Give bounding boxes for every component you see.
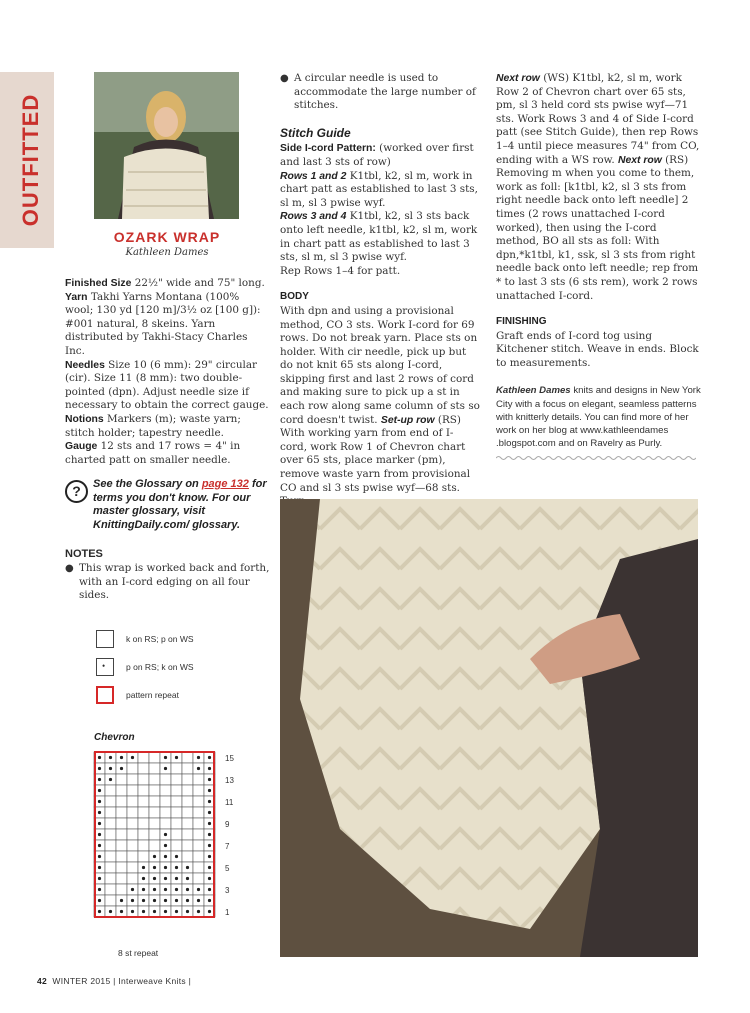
chart-cell (182, 829, 193, 840)
chart-row-label: 11 (225, 797, 234, 807)
purl-dot (153, 910, 156, 913)
purl-dot (186, 910, 189, 913)
chart-cell (160, 774, 171, 785)
purl-dot (164, 910, 167, 913)
purl-dot (120, 756, 123, 759)
chart-cell (160, 818, 171, 829)
purl-dot (208, 778, 211, 781)
chart-cell (116, 851, 127, 862)
purl-dot (208, 888, 211, 891)
purl-dot (175, 866, 178, 869)
chart-cell (105, 785, 116, 796)
purl-dot (98, 877, 101, 880)
purl-dot (208, 899, 211, 902)
chart-cell (171, 796, 182, 807)
chart-cell (138, 752, 149, 763)
purl-dot (131, 888, 134, 891)
purl-dot (98, 822, 101, 825)
body-heading: BODY (280, 291, 309, 303)
chevron-chart (90, 746, 240, 964)
bullet-icon: ● (65, 563, 74, 574)
chart-cell (116, 873, 127, 884)
chart-cell (105, 796, 116, 807)
chart-cell (105, 840, 116, 851)
chart-cell (182, 807, 193, 818)
chart-cell (105, 884, 116, 895)
purl-dot (98, 888, 101, 891)
chart-cell (116, 818, 127, 829)
purl-dot (164, 767, 167, 770)
purl-dot (109, 910, 112, 913)
chart-cell (171, 785, 182, 796)
chart-cell (138, 818, 149, 829)
purl-dot (153, 888, 156, 891)
legend-repeat-label: pattern repeat (126, 690, 179, 700)
instructions-column-3 (496, 72, 701, 450)
purl-dot (98, 811, 101, 814)
chart-cell (171, 774, 182, 785)
page-footer (37, 976, 191, 986)
chart-cell (116, 807, 127, 818)
chart-cell (182, 818, 193, 829)
purl-dot (98, 899, 101, 902)
purl-dot (142, 866, 145, 869)
chart-cell (149, 785, 160, 796)
chart-cell (160, 785, 171, 796)
glossary-text: See the Glossary on page 132 for terms you don't know. For our master glossary, visit KnittingDaily.com/ glossary. (93, 478, 267, 531)
spec-yarn: Yarn Takhi Yarns Montana (100% wool; 130 yd [120 m]/3½ oz [100 g]): #001 natural, 8 skeins. Yarn distributed by Takhi-Stacy Charles Inc. (65, 290, 261, 357)
purl-dot (208, 866, 211, 869)
purl-dot (186, 888, 189, 891)
purl-dot (98, 789, 101, 792)
purl-dot (208, 833, 211, 836)
purl-dot (175, 899, 178, 902)
purl-dot (186, 866, 189, 869)
chart-cell (105, 829, 116, 840)
legend-knit-label: k on RS; p on WS (126, 634, 194, 644)
finishing-instructions: Graft ends of I-cord tog using Kitchener stitch. Weave in ends. Block to measurements. (496, 329, 699, 369)
chart-cell (127, 851, 138, 862)
chart-cell (149, 840, 160, 851)
chart-cell (193, 829, 204, 840)
needle-note: ● A circular needle is used to accommodate the large number of stitches. (280, 72, 476, 112)
chart-cell (116, 796, 127, 807)
chart-cell (149, 763, 160, 774)
chart-cell (138, 785, 149, 796)
chart-cell (127, 785, 138, 796)
wrap-illustration (280, 499, 698, 957)
purl-dot (208, 822, 211, 825)
chart-cell (182, 785, 193, 796)
chart-cell (193, 818, 204, 829)
chart-cell (171, 840, 182, 851)
purl-dot (98, 910, 101, 913)
purl-dot (197, 767, 200, 770)
purl-dot (164, 877, 167, 880)
purl-dot (197, 888, 200, 891)
purl-dot (175, 877, 178, 880)
chart-title: Chevron (94, 732, 135, 743)
chart-cell (138, 807, 149, 818)
divider-squiggle (496, 455, 696, 461)
chart-cell (182, 752, 193, 763)
legend-purl-label: p on RS; k on WS (126, 662, 194, 672)
purl-dot (208, 855, 211, 858)
purl-dot (208, 789, 211, 792)
notes-heading: NOTES (65, 548, 103, 560)
purl-dot (109, 767, 112, 770)
chart-cell (138, 829, 149, 840)
chart-row-label: 1 (225, 907, 230, 917)
purl-dot (98, 833, 101, 836)
purl-dot (164, 899, 167, 902)
spec-finished-size: Finished Size 22½" wide and 75" long. (65, 277, 265, 289)
purl-dot (120, 910, 123, 913)
rows-3-4: Rows 3 and 4 K1tbl, k2, sl 3 sts back onto left needle, k1tbl, k2, sl m, work in chart patt as established to last 3 sts, sl m, sl 3 pwise wyf. (280, 210, 478, 264)
chart-cell (127, 829, 138, 840)
purl-dot (142, 888, 145, 891)
glossary-page-link[interactable]: page 132 (201, 478, 249, 490)
rows-1-2: Rows 1 and 2 K1tbl, k2, sl m, work in chart patt as established to last 3 sts, sl m, sl 3 pwise wyf. (280, 169, 478, 209)
body-instructions: With dpn and using a provisional method, CO 3 sts. Work I-cord for 69 rows. Do not break yarn. Place sts on holder. With cir needle, pick up but do not knit 65 sts along I-cord, skipping first and last 2 rows of cord and making sure to pick up a st in each row along same column of sts so cord doesn't twist. Set-up row (RS) With working yarn from end of I-cord, work Row 1 of Chevron chart over 65 sts, place marker (pm), remove waste yarn from provisional CO and sl 3 sts pwise wyf—68 sts. (280, 304, 480, 494)
purl-dot (131, 899, 134, 902)
chart-cell (149, 829, 160, 840)
purl-dot (153, 866, 156, 869)
page-number: 42 (37, 976, 48, 986)
purl-dot (208, 877, 211, 880)
chart-cell (160, 796, 171, 807)
purl-dot (175, 855, 178, 858)
purl-dot (208, 811, 211, 814)
chart-cell (171, 818, 182, 829)
spec-notions: Notions Markers (m); waste yarn; stitch holder; tapestry needle. (65, 412, 241, 439)
chart-row-label: 7 (225, 841, 230, 851)
chart-cell (127, 818, 138, 829)
chart-cell (149, 752, 160, 763)
chart-cell (127, 840, 138, 851)
wrap-photo (280, 499, 698, 957)
repeat-rows: Rep Rows 1–4 for patt. (280, 264, 401, 277)
chart-cell (105, 807, 116, 818)
purl-dot (197, 756, 200, 759)
purl-dot (208, 800, 211, 803)
purl-dot (208, 767, 211, 770)
chart-cell (149, 774, 160, 785)
purl-dot (98, 844, 101, 847)
chart-cell (193, 774, 204, 785)
chart-cell (127, 807, 138, 818)
chart-caption: 8 st repeat (118, 948, 159, 958)
legend-repeat-swatch (96, 686, 114, 704)
chart-cell (105, 862, 116, 873)
purl-dot (98, 866, 101, 869)
chart-cell (116, 840, 127, 851)
purl-dot (98, 855, 101, 858)
chart-cell (138, 774, 149, 785)
purl-dot (98, 800, 101, 803)
purl-dot (142, 910, 145, 913)
chart-cell (138, 851, 149, 862)
chart-cell (182, 796, 193, 807)
purl-dot (164, 888, 167, 891)
chart-cell (138, 763, 149, 774)
chart-cell (105, 851, 116, 862)
chart-cell (182, 763, 193, 774)
section-banner (0, 72, 54, 248)
purl-dot (164, 844, 167, 847)
bullet-icon: ● (280, 73, 289, 84)
purl-dot (120, 899, 123, 902)
purl-dot (109, 778, 112, 781)
purl-dot (208, 910, 211, 913)
chart-cell (116, 829, 127, 840)
chart-cell (182, 851, 193, 862)
purl-dot (142, 899, 145, 902)
chart-row-label: 13 (225, 775, 234, 785)
side-icord-pattern: Side I-cord Pattern: (worked over first and last 3 sts of row) (280, 142, 474, 168)
purl-dot (175, 756, 178, 759)
chart-cell (193, 785, 204, 796)
designer-bio: Kathleen Dames knits and designs in New York City with a focus on elegant, seamless patterns with knitterly details. You can find more of her work on her blog at www.kathleendames .blogspot.com and on Ravelry as Purly. (496, 385, 701, 450)
outfitted-stamp (16, 82, 46, 238)
chart-cell (116, 884, 127, 895)
purl-dot (208, 756, 211, 759)
chart-row-label: 5 (225, 863, 230, 873)
spec-gauge: Gauge 12 sts and 17 rows = 4" in charted patt on smaller needle. (65, 440, 241, 466)
purl-dot (197, 910, 200, 913)
finishing-heading: FINISHING (496, 316, 547, 328)
footer-issue: WINTER 2015 | Interweave Knits | (52, 976, 192, 986)
chart-cell (182, 774, 193, 785)
chart-cell (149, 796, 160, 807)
chart-cell (193, 851, 204, 862)
purl-dot (186, 899, 189, 902)
purl-dot (153, 877, 156, 880)
chart-cell (138, 840, 149, 851)
chart-cell (138, 796, 149, 807)
spec-needles: Needles Size 10 (6 mm): 29" circular (cir). Size 11 (8 mm): two double-pointed (dpn). Adjust needle size if necessary to obtain the correct gauge. (65, 358, 269, 412)
question-icon: ? (65, 480, 88, 503)
pattern-title: OZARK WRAP (113, 229, 221, 245)
chart-cell (127, 774, 138, 785)
next-row-ws: Next row (WS) K1tbl, k2, sl m, work Row 2 of Chevron chart over 65 sts, pm, sl 3 held cord sts pwise wyf—71 sts. Work Rows 3 and 4 of Side I-cord patt (see Stitch Guide), then rep Rows 1–4 until piece measures 74" from CO, ending with a WS row. Next row (RS) Removing m when you come to them, work as foll: [k1tbl, k2, sl 3 sts from right needle back onto left needle] 2 times (2 rows unattached I-cord worked), then using the I-cord method, BO all sts as foll: With dpn,*k1tbl, k1, ssk, sl 3 sts from right needle back onto left needle; rep from * to last 3 sts (6 sts rem), work 2 rows unattached I-cord. (496, 72, 700, 302)
chart-cell (127, 763, 138, 774)
glossary-callout (65, 478, 270, 532)
instructions-column-2 (280, 72, 480, 509)
chart-cell (127, 873, 138, 884)
chart-row-label: 9 (225, 819, 230, 829)
designer-portrait-photo (94, 72, 239, 219)
purl-dot (109, 756, 112, 759)
chart-cell (171, 829, 182, 840)
chart-cell (193, 840, 204, 851)
purl-dot (142, 877, 145, 880)
purl-dot (164, 855, 167, 858)
purl-dot (153, 899, 156, 902)
purl-dot (197, 899, 200, 902)
chart-cell (193, 862, 204, 873)
purl-dot (175, 888, 178, 891)
chart-row-label: 3 (225, 885, 230, 895)
banner-text: OUTFITTED (18, 93, 43, 227)
chart-row-label: 15 (225, 753, 234, 763)
purl-dot (164, 866, 167, 869)
chart-cell (127, 862, 138, 873)
purl-dot (153, 855, 156, 858)
purl-dot (164, 756, 167, 759)
purl-dot (98, 756, 101, 759)
purl-dot (131, 910, 134, 913)
purl-dot (186, 877, 189, 880)
chart-cell (182, 840, 193, 851)
stitch-guide-title: Stitch Guide (280, 125, 351, 140)
chart-cell (116, 862, 127, 873)
chart-cell (160, 807, 171, 818)
chart-cell (149, 818, 160, 829)
chart-cell (193, 796, 204, 807)
designer-name: Kathleen Dames (125, 247, 209, 258)
purl-dot (131, 756, 134, 759)
chart-cell (171, 807, 182, 818)
chart-cell (193, 807, 204, 818)
legend-knit-swatch (96, 630, 114, 648)
chart-cell (116, 774, 127, 785)
chart-cell (193, 873, 204, 884)
chart-cell (149, 807, 160, 818)
purl-dot (208, 844, 211, 847)
pattern-specs (65, 277, 270, 467)
purl-dot-icon: • (102, 661, 106, 671)
chart-cell (105, 818, 116, 829)
purl-dot (164, 833, 167, 836)
chart-cell (127, 796, 138, 807)
notes-list-item: ● This wrap is worked back and forth, with an I-cord edging on all four sides. (65, 562, 270, 602)
chart-cell (105, 873, 116, 884)
chart-cell (116, 785, 127, 796)
chart-cell (171, 763, 182, 774)
portrait-illustration (94, 72, 239, 219)
purl-dot (98, 778, 101, 781)
purl-dot (120, 767, 123, 770)
chart-cell (105, 895, 116, 906)
purl-dot (175, 910, 178, 913)
legend-purl-swatch (96, 658, 114, 676)
purl-dot (98, 767, 101, 770)
